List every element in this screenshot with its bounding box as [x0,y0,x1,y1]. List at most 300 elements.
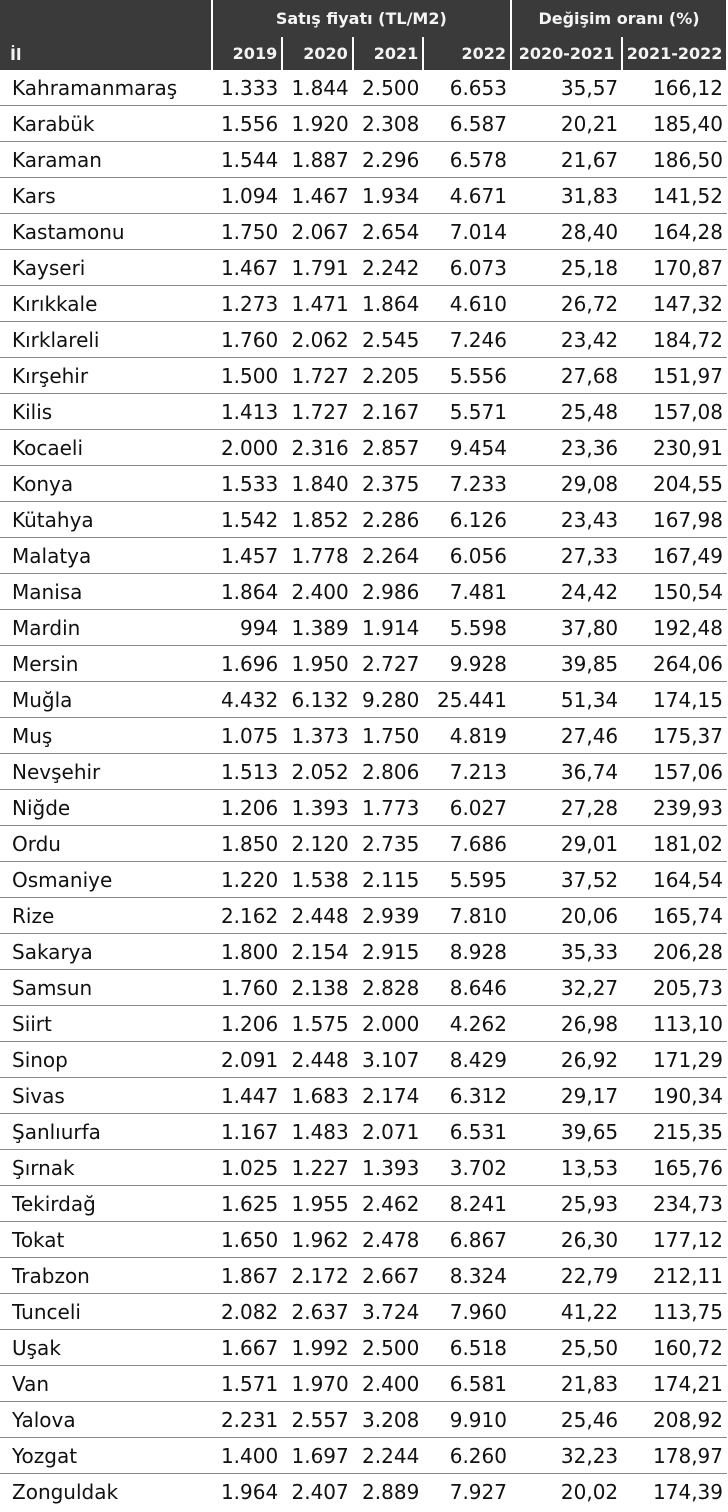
value-2021-cell: 1.750 [353,718,424,754]
value-2021-cell: 2.375 [353,466,424,502]
value-2019-cell: 1.167 [212,1114,283,1150]
value-2021-cell: 2.500 [353,1330,424,1366]
value-2020-cell: 1.483 [282,1114,353,1150]
value-2020-cell: 2.448 [282,1042,353,1078]
range-header-2021-2022: 2021-2022 [622,37,727,70]
table-row [0,538,727,574]
rate-2020-2021-cell: 37,80 [511,610,622,646]
rate-2020-2021-cell: 26,72 [511,286,622,322]
value-2020-cell: 1.962 [282,1222,353,1258]
value-2021-cell: 2.308 [353,106,424,142]
rate-2020-2021-cell: 31,83 [511,178,622,214]
value-2020-cell: 1.840 [282,466,353,502]
value-2022-cell: 7.233 [423,466,511,502]
value-2021-cell: 2.400 [353,1366,424,1402]
value-2020-cell: 1.992 [282,1330,353,1366]
value-2021-cell: 2.286 [353,502,424,538]
rate-2021-2022-cell: 181,02 [622,826,727,862]
rate-2020-2021-cell: 23,36 [511,430,622,466]
value-2019-cell: 1.413 [212,394,283,430]
table-row [0,70,727,106]
rate-2021-2022-cell: 208,92 [622,1402,727,1438]
il-cell: Kırıkkale [0,286,212,322]
value-2022-cell: 7.246 [423,322,511,358]
table-row [0,106,727,142]
rate-2021-2022-cell: 164,28 [622,214,727,250]
value-2021-cell: 2.478 [353,1222,424,1258]
value-2022-cell: 4.262 [423,1006,511,1042]
value-2022-cell: 6.056 [423,538,511,574]
value-2020-cell: 2.172 [282,1258,353,1294]
rate-2021-2022-cell: 192,48 [622,610,727,646]
il-cell: Yozgat [0,1438,212,1474]
rate-2020-2021-cell: 35,33 [511,934,622,970]
il-cell: Ordu [0,826,212,862]
value-2020-cell: 1.970 [282,1366,353,1402]
il-cell: Kastamonu [0,214,212,250]
value-2020-cell: 1.887 [282,142,353,178]
year-header-2020: 2020 [282,37,353,70]
value-2021-cell: 9.280 [353,682,424,718]
table-row [0,1366,727,1402]
il-cell: Sinop [0,1042,212,1078]
value-2022-cell: 5.556 [423,358,511,394]
value-2020-cell: 1.575 [282,1006,353,1042]
value-2021-cell: 3.208 [353,1402,424,1438]
il-cell: Muş [0,718,212,754]
value-2020-cell: 1.471 [282,286,353,322]
value-2019-cell: 1.544 [212,142,283,178]
rate-2021-2022-cell: 147,32 [622,286,727,322]
value-2019-cell: 1.206 [212,1006,283,1042]
value-2021-cell: 2.115 [353,862,424,898]
value-2019-cell: 2.000 [212,430,283,466]
table-row [0,790,727,826]
rate-2020-2021-cell: 32,27 [511,970,622,1006]
value-2022-cell: 3.702 [423,1150,511,1186]
il-cell: Sakarya [0,934,212,970]
rate-2020-2021-cell: 20,21 [511,106,622,142]
il-cell: Siirt [0,1006,212,1042]
rate-2021-2022-cell: 177,12 [622,1222,727,1258]
value-2021-cell: 2.296 [353,142,424,178]
rate-2020-2021-cell: 21,67 [511,142,622,178]
year-header-2022: 2022 [423,37,511,70]
value-2022-cell: 7.927 [449,1479,507,1504]
rate-2020-2021-cell: 26,92 [511,1042,622,1078]
table-row [0,1114,727,1150]
il-cell: Uşak [0,1330,212,1366]
value-2021-cell: 2.264 [353,538,424,574]
table-row [0,142,727,178]
table-row [0,430,727,466]
il-cell: Mardin [0,610,212,646]
rate-2020-2021-cell: 28,40 [511,214,622,250]
value-2021-cell: 2.500 [353,70,424,106]
value-2020-cell: 1.844 [282,70,353,106]
rate-2020-2021-cell: 41,22 [511,1294,622,1330]
rate-2020-2021-cell: 39,65 [511,1114,622,1150]
value-2021-cell: 2.667 [353,1258,424,1294]
rate-2020-2021-cell: 27,46 [511,718,622,754]
rate-2021-2022-cell: 185,40 [622,106,727,142]
value-2020-cell: 1.683 [282,1078,353,1114]
il-cell: Zonguldak [12,1479,119,1504]
value-2019-cell: 1.696 [212,646,283,682]
value-2019-cell: 1.513 [212,754,283,790]
il-cell: Nevşehir [0,754,212,790]
value-2022-cell: 5.571 [423,394,511,430]
value-2020-cell: 2.407 [291,1479,349,1504]
rate-2020-2021-cell: 29,01 [511,826,622,862]
il-cell: Van [0,1366,212,1402]
value-2020-cell: 2.138 [282,970,353,1006]
value-2022-cell: 7.960 [423,1294,511,1330]
value-2022-cell: 6.027 [423,790,511,826]
il-cell: Tekirdağ [0,1186,212,1222]
value-2019-cell: 2.231 [212,1402,283,1438]
value-2022-cell: 6.073 [423,250,511,286]
il-cell: Kocaeli [0,430,212,466]
rate-2021-2022-cell: 150,54 [622,574,727,610]
value-2022-cell: 6.587 [423,106,511,142]
rate-2020-2021-cell: 29,08 [511,466,622,502]
table-row [0,358,727,394]
value-2022-cell: 6.653 [423,70,511,106]
value-2019-cell: 1.467 [212,250,283,286]
value-2021-cell: 1.934 [353,178,424,214]
value-2019-cell: 2.082 [212,1294,283,1330]
il-cell: Tunceli [0,1294,212,1330]
value-2019-cell: 1.075 [212,718,283,754]
rate-2020-2021-cell: 25,93 [511,1186,622,1222]
value-2021-cell: 2.806 [353,754,424,790]
value-2019-cell: 1.333 [212,70,283,106]
change-group-header: Değişim oranı (%) [511,0,727,37]
rate-2020-2021-cell: 25,18 [511,250,622,286]
rate-2020-2021-cell: 39,85 [511,646,622,682]
value-2022-cell: 6.260 [423,1438,511,1474]
value-2021-cell: 2.735 [353,826,424,862]
rate-2020-2021-cell: 29,17 [511,1078,622,1114]
value-2020-cell: 2.448 [282,898,353,934]
rate-2021-2022-cell: 205,73 [622,970,727,1006]
rate-2020-2021-cell: 20,06 [511,898,622,934]
rate-2020-2021-cell: 27,68 [511,358,622,394]
table-row [0,286,727,322]
value-2021-cell: 2.000 [353,1006,424,1042]
value-2020-cell: 1.538 [282,862,353,898]
rate-2021-2022-cell: 113,75 [622,1294,727,1330]
value-2019-cell: 1.750 [212,214,283,250]
value-2020-cell: 1.920 [282,106,353,142]
table-row [0,466,727,502]
rate-2021-2022-cell: 165,74 [622,898,727,934]
il-header: İl [0,0,212,70]
value-2022-cell: 7.686 [423,826,511,862]
rate-2020-2021-cell: 35,57 [511,70,622,106]
value-2022-cell: 8.241 [423,1186,511,1222]
value-2022-cell: 9.454 [423,430,511,466]
il-cell: Malatya [0,538,212,574]
value-2022-cell: 25.441 [423,682,511,718]
rate-2021-2022-cell: 190,34 [622,1078,727,1114]
value-2021-cell: 2.889 [362,1479,420,1504]
table-row [0,574,727,610]
rate-2021-2022-cell: 239,93 [622,790,727,826]
value-2019-cell: 1.760 [212,322,283,358]
value-2019-cell: 1.760 [212,970,283,1006]
rate-2020-2021-cell: 24,42 [511,574,622,610]
value-2022-cell: 9.910 [423,1402,511,1438]
value-2022-cell: 6.581 [423,1366,511,1402]
table-row [0,1150,727,1186]
table-row [0,646,727,682]
value-2021-cell: 1.773 [353,790,424,826]
table-row [0,1042,727,1078]
value-2020-cell: 1.852 [282,502,353,538]
value-2019-cell: 2.162 [212,898,283,934]
value-2020-cell: 6.132 [282,682,353,718]
rate-2020-2021-cell: 20,02 [560,1479,619,1504]
rate-2021-2022-cell: 184,72 [622,322,727,358]
il-cell: Manisa [0,574,212,610]
il-cell: Osmaniye [0,862,212,898]
value-2021-cell: 2.857 [353,430,424,466]
value-2020-cell: 2.052 [282,754,353,790]
value-2019-cell: 1.625 [212,1186,283,1222]
value-2020-cell: 1.697 [282,1438,353,1474]
value-2021-cell: 3.107 [353,1042,424,1078]
value-2020-cell: 2.154 [282,934,353,970]
value-2020-cell: 2.557 [282,1402,353,1438]
table-row [0,826,727,862]
value-2022-cell: 4.671 [423,178,511,214]
value-2021-cell: 2.167 [353,394,424,430]
rate-2021-2022-cell: 167,98 [622,502,727,538]
value-2022-cell: 8.928 [423,934,511,970]
table-row [0,934,727,970]
il-cell: Kars [0,178,212,214]
year-header-2019: 2019 [212,37,283,70]
rate-2020-2021-cell: 26,30 [511,1222,622,1258]
table-row [0,970,727,1006]
value-2021-cell: 1.864 [353,286,424,322]
value-2019-cell: 1.964 [220,1479,279,1504]
value-2019-cell: 1.667 [212,1330,283,1366]
rate-2020-2021-cell: 25,50 [511,1330,622,1366]
table-row [0,1474,727,1510]
value-2022-cell: 5.598 [423,610,511,646]
table-row [0,898,727,934]
table-row [0,214,727,250]
table-row [0,718,727,754]
rate-2020-2021-cell: 22,79 [511,1258,622,1294]
value-2021-cell: 2.242 [353,250,424,286]
value-2022-cell: 6.126 [423,502,511,538]
il-cell: Kayseri [0,250,212,286]
value-2020-cell: 1.467 [282,178,353,214]
il-cell: Yalova [0,1402,212,1438]
table-row [0,754,727,790]
price-group-header: Satış fiyatı (TL/M2) [212,0,511,37]
value-2021-cell: 2.462 [353,1186,424,1222]
rate-2021-2022-cell: 206,28 [622,934,727,970]
value-2019-cell: 4.432 [212,682,283,718]
value-2021-cell: 2.174 [353,1078,424,1114]
value-2022-cell: 9.928 [423,646,511,682]
value-2019-cell: 1.867 [212,1258,283,1294]
value-2022-cell: 8.324 [423,1258,511,1294]
rate-2021-2022-cell: 167,49 [622,538,727,574]
value-2019-cell: 1.650 [212,1222,283,1258]
value-2020-cell: 2.067 [282,214,353,250]
table-row [0,394,727,430]
value-2019-cell: 1.542 [212,502,283,538]
rate-2021-2022-cell: 160,72 [622,1330,727,1366]
value-2021-cell: 2.205 [353,358,424,394]
il-cell: Konya [0,466,212,502]
il-cell: Kırşehir [0,358,212,394]
il-cell: Kırklareli [0,322,212,358]
rate-2021-2022-cell: 186,50 [622,142,727,178]
value-2020-cell: 1.393 [282,790,353,826]
table-row [0,1258,727,1294]
table-row [0,1402,727,1438]
value-2021-cell: 1.914 [353,610,424,646]
rate-2020-2021-cell: 26,98 [511,1006,622,1042]
rate-2020-2021-cell: 25,48 [511,394,622,430]
rate-2020-2021-cell: 13,53 [511,1150,622,1186]
value-2020-cell: 1.791 [282,250,353,286]
value-2021-cell: 2.986 [353,574,424,610]
rate-2021-2022-cell: 174,39 [653,1479,723,1504]
table-row [0,250,727,286]
value-2022-cell: 7.481 [423,574,511,610]
value-2020-cell: 1.227 [282,1150,353,1186]
table-row [0,1186,727,1222]
value-2022-cell: 5.595 [423,862,511,898]
value-2021-cell: 2.545 [353,322,424,358]
value-2019-cell: 1.400 [212,1438,283,1474]
value-2019-cell: 994 [212,610,283,646]
rate-2021-2022-cell: 204,55 [622,466,727,502]
il-cell: Tokat [0,1222,212,1258]
value-2020-cell: 1.373 [282,718,353,754]
table-body [0,70,727,1509]
value-2022-cell: 8.646 [423,970,511,1006]
table-row [0,1330,727,1366]
rate-2021-2022-cell: 174,21 [622,1366,727,1402]
rate-2020-2021-cell: 27,28 [511,790,622,826]
value-2020-cell: 2.120 [282,826,353,862]
rate-2020-2021-cell: 32,23 [511,1438,622,1474]
value-2022-cell: 7.014 [423,214,511,250]
table-row [0,322,727,358]
il-cell: Kütahya [0,502,212,538]
value-2022-cell: 8.429 [423,1042,511,1078]
rate-2020-2021-cell: 27,33 [511,538,622,574]
value-2019-cell: 1.273 [212,286,283,322]
value-2019-cell: 2.091 [212,1042,283,1078]
il-cell: Sivas [0,1078,212,1114]
rate-2020-2021-cell: 23,42 [511,322,622,358]
value-2022-cell: 4.610 [423,286,511,322]
value-2019-cell: 1.220 [212,862,283,898]
value-2020-cell: 2.400 [282,574,353,610]
rate-2020-2021-cell: 51,34 [511,682,622,718]
value-2022-cell: 7.810 [423,898,511,934]
rate-2021-2022-cell: 170,87 [622,250,727,286]
value-2019-cell: 1.206 [212,790,283,826]
value-2019-cell: 1.556 [212,106,283,142]
il-cell: Niğde [0,790,212,826]
value-2021-cell: 3.724 [353,1294,424,1330]
value-2022-cell: 6.518 [423,1330,511,1366]
value-2021-cell: 2.654 [353,214,424,250]
value-2022-cell: 6.867 [423,1222,511,1258]
value-2019-cell: 1.094 [212,178,283,214]
table-row [0,1438,727,1474]
year-header-2021: 2021 [353,37,424,70]
rate-2021-2022-cell: 165,76 [622,1150,727,1186]
rate-2021-2022-cell: 157,06 [622,754,727,790]
rate-2021-2022-cell: 157,08 [622,394,727,430]
rate-2021-2022-cell: 212,11 [622,1258,727,1294]
il-cell: Karaman [0,142,212,178]
table-row [0,682,727,718]
il-cell: Trabzon [0,1258,212,1294]
rate-2021-2022-cell: 171,29 [622,1042,727,1078]
table-row [0,1006,727,1042]
rate-2020-2021-cell: 21,83 [511,1366,622,1402]
value-2019-cell: 1.800 [212,934,283,970]
rate-2021-2022-cell: 151,97 [622,358,727,394]
value-2020-cell: 2.062 [282,322,353,358]
rate-2021-2022-cell: 234,73 [622,1186,727,1222]
value-2019-cell: 1.025 [212,1150,283,1186]
il-cell: Samsun [0,970,212,1006]
il-cell: Şanlıurfa [0,1114,212,1150]
table-row [0,1294,727,1330]
value-2021-cell: 1.393 [353,1150,424,1186]
table-row [0,502,727,538]
value-2021-cell: 2.915 [353,934,424,970]
value-2020-cell: 2.316 [282,430,353,466]
value-2020-cell: 1.955 [282,1186,353,1222]
value-2022-cell: 4.819 [423,718,511,754]
rate-2021-2022-cell: 113,10 [622,1006,727,1042]
table-row [0,610,727,646]
rate-2021-2022-cell: 215,35 [622,1114,727,1150]
table-header [0,0,727,70]
table-row [0,1078,727,1114]
rate-2021-2022-cell: 141,52 [622,178,727,214]
range-header-2020-2021: 2020-2021 [511,37,622,70]
rate-2020-2021-cell: 25,46 [511,1402,622,1438]
value-2022-cell: 7.213 [423,754,511,790]
value-2020-cell: 1.727 [282,358,353,394]
rate-2021-2022-cell: 264,06 [622,646,727,682]
value-2020-cell: 1.778 [282,538,353,574]
value-2019-cell: 1.571 [212,1366,283,1402]
il-cell: Muğla [0,682,212,718]
rate-2020-2021-cell: 37,52 [511,862,622,898]
value-2021-cell: 2.244 [353,1438,424,1474]
value-2020-cell: 1.389 [282,610,353,646]
value-2019-cell: 1.500 [212,358,283,394]
value-2021-cell: 2.828 [353,970,424,1006]
